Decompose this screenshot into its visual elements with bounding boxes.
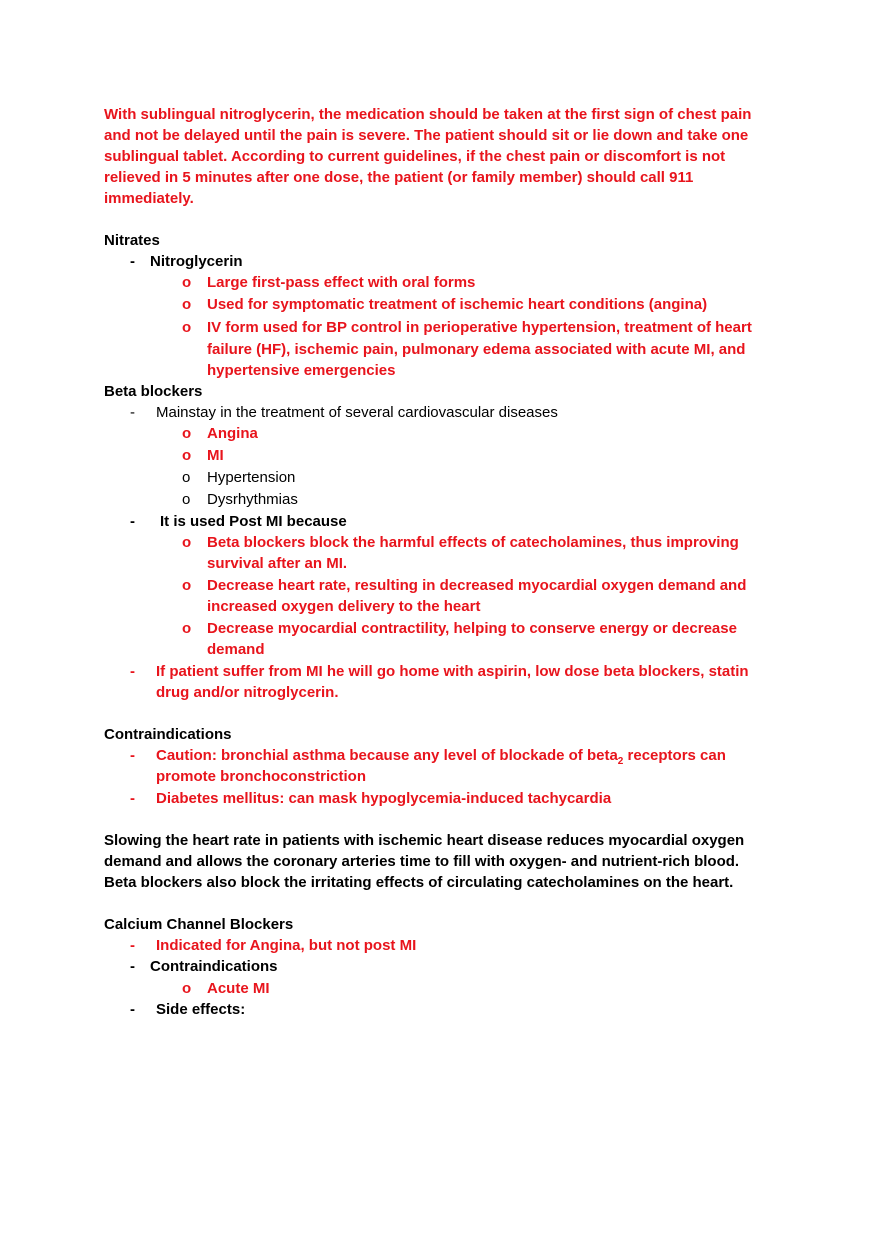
circle-bullet-icon: o bbox=[182, 620, 192, 637]
contra-item-1 bbox=[156, 745, 726, 766]
beta-reason-3: Decrease myocardial contractility, helping to conserve energy or decrease bbox=[207, 620, 737, 637]
beta-item-3: If patient suffer from MI he will go home with aspirin, low dose beta blockers, statin bbox=[156, 663, 749, 680]
contra-heading: Contraindications bbox=[104, 726, 232, 743]
dash-marker: - bbox=[130, 404, 135, 421]
beta-item-3-cont: drug and/or nitroglycerin. bbox=[156, 684, 339, 701]
dash-marker: - bbox=[130, 958, 135, 975]
circle-bullet-icon: o bbox=[182, 425, 192, 442]
circle-bullet-icon: o bbox=[182, 274, 192, 291]
circle-bullet-icon: o bbox=[182, 980, 192, 997]
contra-item-1-text-end: receptors can bbox=[623, 747, 726, 764]
ccb-heading: Calcium Channel Blockers bbox=[104, 916, 294, 933]
ccb-subitem: Acute MI bbox=[207, 980, 270, 997]
dash-marker: - bbox=[130, 790, 135, 807]
intro-line-3: sublingual tablet. According to current guidelines, if the chest pain or discomfort is not bbox=[104, 148, 726, 165]
intro-line-5: immediately. bbox=[104, 190, 194, 207]
circle-bullet-icon: o bbox=[182, 491, 191, 508]
beta-use-dysrhythmias: Dysrhythmias bbox=[207, 491, 298, 508]
nitrates-subitem-3: IV form used for BP control in perioperative hypertension, treatment of heart bbox=[207, 319, 752, 336]
intro-line-4: relieved in 5 minutes after one dose, the patient (or family member) should call 911 bbox=[104, 169, 694, 186]
nitrates-heading: Nitrates bbox=[104, 232, 160, 249]
slowing-line-2: demand and allows the coronary arteries time to fill with oxygen- and nutrient-rich blood. bbox=[104, 853, 740, 870]
dash-marker: - bbox=[130, 747, 135, 764]
circle-bullet-icon: o bbox=[182, 447, 192, 464]
beta-heading: Beta blockers bbox=[104, 383, 203, 400]
contra-item-1-text: Caution: bronchial asthma because any level of blockade of beta bbox=[156, 747, 618, 764]
intro-line-1: With sublingual nitroglycerin, the medication should be taken at the first sign of chest pain bbox=[104, 106, 752, 123]
ccb-item-1: Indicated for Angina, but not post MI bbox=[156, 937, 417, 954]
beta-reason-2: Decrease heart rate, resulting in decreased myocardial oxygen demand and bbox=[207, 577, 747, 594]
nitroglycerin-item: Nitroglycerin bbox=[150, 253, 243, 270]
beta-reason-3-cont: demand bbox=[207, 641, 265, 658]
nitrates-subitem-2: Used for symptomatic treatment of ischemic heart conditions (angina) bbox=[207, 296, 708, 313]
circle-bullet-icon: o bbox=[182, 577, 192, 594]
ccb-item-2: Contraindications bbox=[150, 958, 278, 975]
dash-marker: - bbox=[130, 663, 135, 680]
circle-bullet-icon: o bbox=[182, 534, 192, 551]
nitrates-subitem-3-cont2: hypertensive emergencies bbox=[207, 362, 396, 379]
beta-reason-1: Beta blockers block the harmful effects of catecholamines, thus improving bbox=[207, 534, 739, 551]
ccb-item-3: Side effects: bbox=[156, 1001, 246, 1018]
beta-reason-2-cont: increased oxygen delivery to the heart bbox=[207, 598, 481, 615]
circle-bullet-icon: o bbox=[182, 296, 192, 313]
beta-item-2: It is used Post MI because bbox=[160, 513, 347, 530]
beta-subscript: 2 bbox=[617, 756, 624, 767]
circle-bullet-icon: o bbox=[182, 319, 192, 336]
beta-item-1: Mainstay in the treatment of several cardiovascular diseases bbox=[156, 404, 558, 421]
dash-marker: - bbox=[130, 1001, 135, 1018]
beta-use-hypertension: Hypertension bbox=[207, 469, 296, 486]
nitrates-subitem-1: Large first-pass effect with oral forms bbox=[207, 274, 476, 291]
beta-reason-1-cont: survival after an MI. bbox=[207, 555, 348, 572]
dash-marker: - bbox=[130, 253, 135, 270]
slowing-line-1: Slowing the heart rate in patients with ischemic heart disease reduces myocardial oxygen bbox=[104, 832, 745, 849]
contra-item-2: Diabetes mellitus: can mask hypoglycemia-induced tachycardia bbox=[156, 790, 612, 807]
dash-marker: - bbox=[130, 937, 135, 954]
slowing-line-3: Beta blockers also block the irritating effects of circulating catecholamines on the heart. bbox=[104, 874, 734, 891]
beta-use-angina: Angina bbox=[207, 425, 258, 442]
contra-item-1-cont: promote bronchoconstriction bbox=[156, 768, 366, 785]
dash-marker: - bbox=[130, 513, 135, 530]
nitrates-subitem-3-cont: failure (HF), ischemic pain, pulmonary edema associated with acute MI, and bbox=[207, 341, 746, 358]
circle-bullet-icon: o bbox=[182, 469, 191, 486]
beta-use-mi: MI bbox=[207, 447, 224, 464]
intro-line-2: and not be delayed until the pain is severe. The patient should sit or lie down and take one bbox=[104, 127, 749, 144]
